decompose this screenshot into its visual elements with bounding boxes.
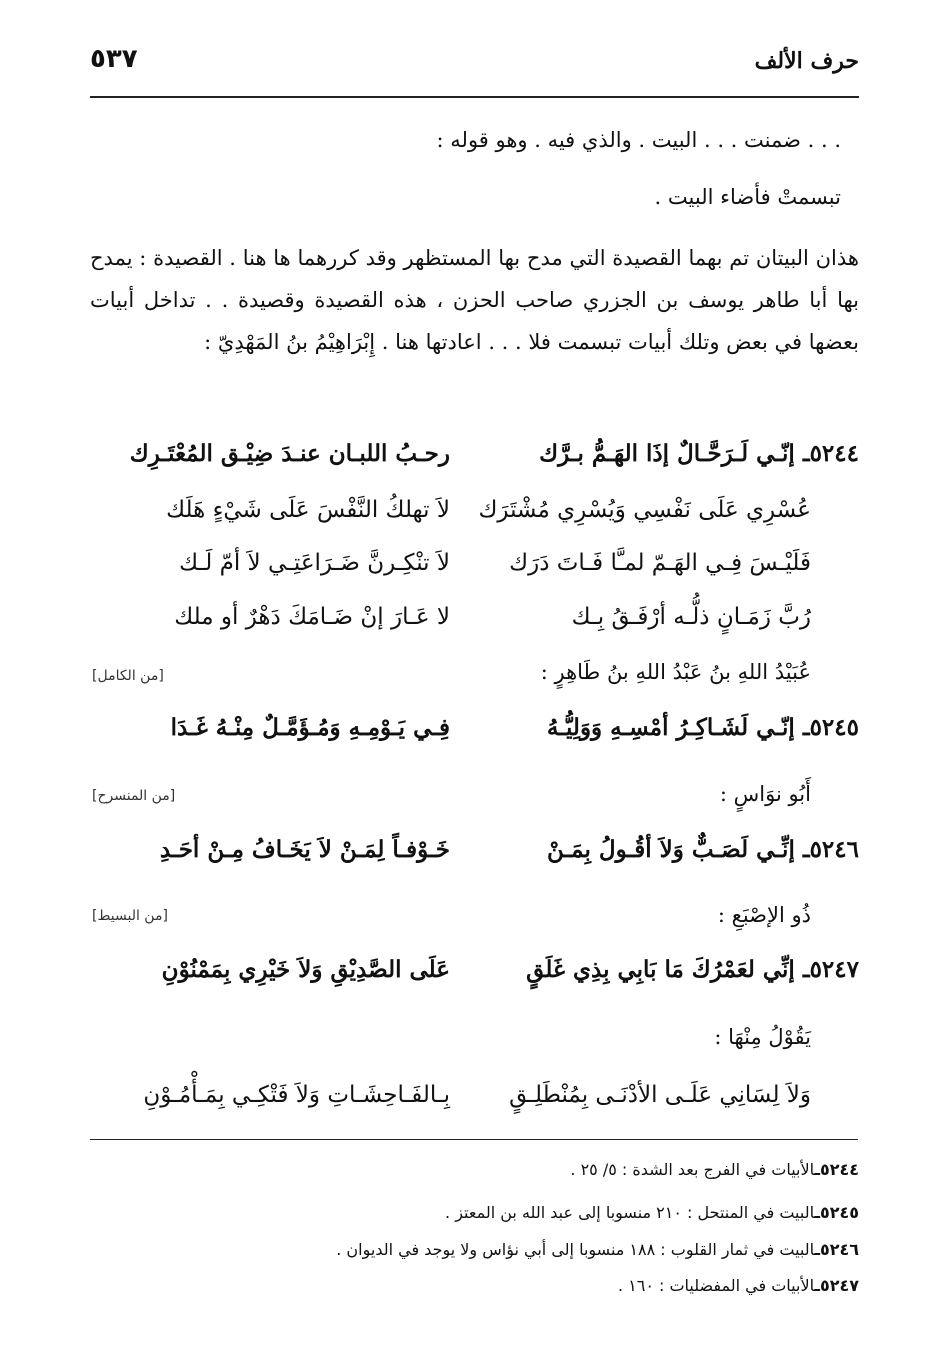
first-hemistich: رُبَّ زَمَـانٍ ذلُّـه أرْفَـقُ بِـك <box>571 604 811 630</box>
verse-line <box>90 497 859 537</box>
running-head: حرف الألف <box>754 48 859 74</box>
verse-line <box>90 604 859 644</box>
first-hemistich: ٥٢٤٤ـ إنّـي لَـرَحَّـالٌ إذَا الهَـمُّ بـرَّك <box>539 440 859 467</box>
intro-line-1: . . . ضمنت . . . البيت . والذي فيه . وهو قوله : <box>436 128 841 152</box>
second-hemistich: لاَ تهلكُ النَّفْسَ عَلَى شَيْءٍ هَلَك <box>166 497 450 523</box>
header-rule <box>90 96 859 98</box>
meter-label: [من المنسرح] <box>92 788 176 804</box>
verse-line <box>90 1082 859 1122</box>
footnote-text: الأبيات في المفضليات : ١٦٠ . <box>617 1276 815 1295</box>
page-number: ٥٣٧ <box>90 44 138 74</box>
verse-line <box>90 440 859 480</box>
intro-paragraph: هذان البيتان تم بهما القصيدة التي مدح بها المستظهر وقد كررهما ها هنا . القصيدة : يمدح بها أبا طاهر يوسف بن الجزري صاحب الحزن ، هذه القصيدة وقصيدة . . تداخل أبيات بعضها في بعض وتلك أبيات تبسمت فلا . . . اعادتها هنا . إِبْرَاهِيْمُ بنُ المَهْدِيّ : <box>90 246 859 354</box>
verse-line <box>90 836 859 876</box>
footnote <box>336 1240 859 1259</box>
verse-line <box>90 550 859 590</box>
poet-name: عُبَيْدُ اللهِ بنُ عَبْدُ اللهِ بنُ طَاهِرٍ : <box>540 660 811 684</box>
footnote-rule <box>90 1139 858 1140</box>
first-hemistich: وَلاَ لِسَانِي عَلَـى الأدْنَـى بِمُنْطَلِـقٍ <box>509 1082 811 1108</box>
second-hemistich: لاَ تنْكِـرنَّ ضَـرَاعَتِـي لاَ أمّ لَـك <box>179 550 450 576</box>
first-hemistich: فَلَيْـسَ فِـي الهَـمّ لمـَّا فَـاتَ دَرَك <box>509 550 811 576</box>
footnote-number: ٥٢٤٦ـ <box>814 1240 859 1259</box>
second-hemistich: لا عَـارَ إنْ ضَـامَكَ دَهْرٌ أو ملك <box>174 604 450 630</box>
verse-line <box>90 714 859 754</box>
second-hemistich: خَـوْفـاً لِمَـنْ لاَ يَخَـافُ مِـنْ أحَـدِ <box>159 836 450 863</box>
footnote <box>618 1276 859 1295</box>
poet-name: أَبُو نوَاسٍ : <box>719 782 811 806</box>
intro-line-2: تبسمتْ فأضاء البيت . <box>654 185 841 209</box>
footnote-text: البيت في ثمار القلوب : ١٨٨ منسوبا إلى أبي نؤاس ولا يوجد في الديوان . <box>336 1240 815 1259</box>
second-hemistich: بِـالفَـاحِشَـاتِ وَلاَ فَتْكِـي بِمَـأْمُـوْنِ <box>143 1082 450 1108</box>
second-hemistich: فِـي يَـوْمِـهِ وَمُـؤَمَّـلٌ مِنْـهُ غَـدَا <box>170 714 450 741</box>
poet-name: يَقُوْلُ مِنْهَا : <box>714 1025 811 1049</box>
footnote-number: ٥٢٤٥ـ <box>814 1203 859 1222</box>
meter-label: [من الكامل] <box>92 668 164 684</box>
footnote-number: ٥٢٤٧ـ <box>814 1276 859 1295</box>
poet-name: ذُو الإصْبَعِ : <box>717 903 811 927</box>
meter-label: [من البسيط] <box>92 908 168 924</box>
second-hemistich: عَلَى الصَّدِيْقِ وَلاَ خَيْرِي بِمَمْنُوْنِ <box>161 956 450 983</box>
second-hemistich: رحـبُ اللبـان عنـدَ ضِيْـق المُعْتَـرِك <box>129 440 450 467</box>
footnote-number: ٥٢٤٤ـ <box>814 1160 859 1179</box>
first-hemistich: ٥٢٤٦ـ إنِّـي لَصَـبٌّ وَلاَ أقُـولُ بِمَـنْ <box>546 836 859 863</box>
first-hemistich: ٥٢٤٥ـ إنّـي لَشَـاكِـرُ أمْسِـهِ وَوَلِيُّـهُ <box>546 714 859 741</box>
verse-line <box>90 956 859 996</box>
first-hemistich: ٥٢٤٧ـ إنِّي لعَمْرُكَ مَا بَابِي بِذِي غَلَقٍ <box>526 956 859 983</box>
first-hemistich: عُسْرِي عَلَى نَفْسِي وَيُسْرِي مُشْتَرَك <box>478 497 811 523</box>
footnote-text: الأبيات في الفرج بعد الشدة : ٥/ ٢٥ . <box>570 1160 815 1179</box>
footnote <box>570 1160 859 1179</box>
footnote-text: البيت في المنتحل : ٢١٠ منسوبا إلى عبد الله بن المعتز . <box>445 1203 815 1222</box>
footnote <box>445 1203 859 1222</box>
